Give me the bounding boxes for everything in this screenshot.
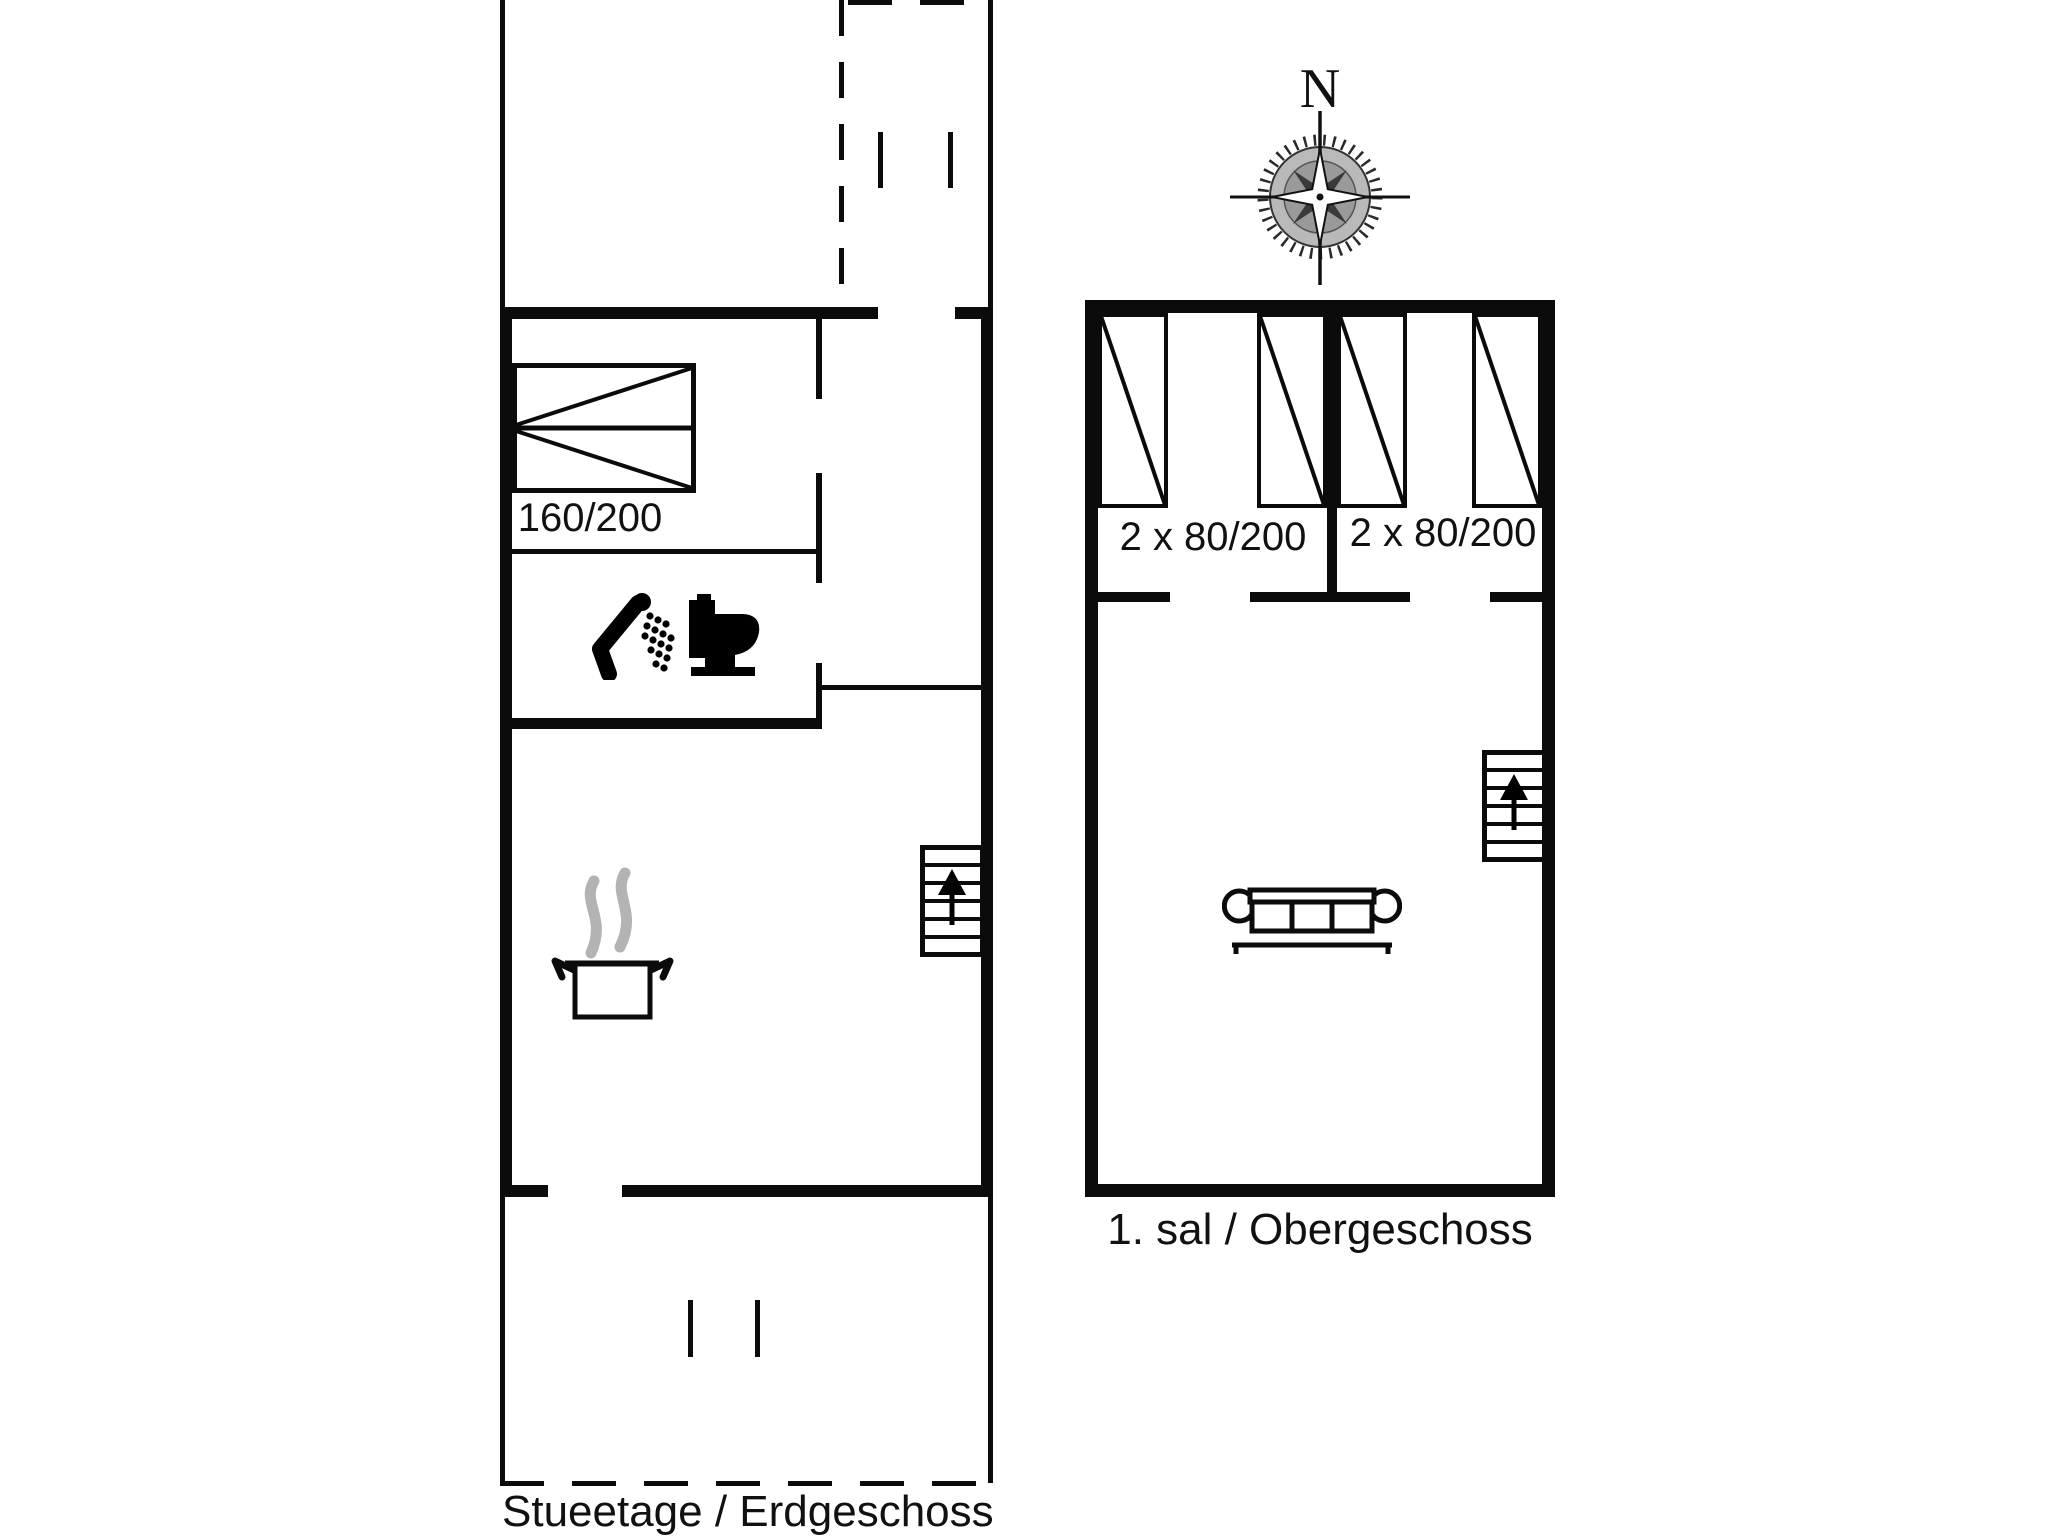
terrace-door-tick-icon bbox=[688, 1300, 693, 1357]
ground-floor-caption: Stueetage / Erdgeschoss bbox=[502, 1487, 994, 1536]
bedroom-size-label-left: 2 x 80/200 bbox=[1119, 515, 1307, 559]
steam-icon bbox=[590, 873, 626, 953]
bedroom-wall-mid-segment bbox=[1250, 592, 1410, 602]
double-bed-icon bbox=[512, 363, 696, 493]
cooking-pot-icon bbox=[545, 865, 680, 1020]
stairs-up-icon bbox=[920, 845, 985, 957]
wall-top-left-segment bbox=[500, 307, 878, 319]
terrace-dashed-line bbox=[500, 1481, 993, 1486]
hall-partition-horizontal bbox=[822, 685, 981, 690]
bedroom-partition-wall bbox=[512, 549, 817, 554]
terrace-door-tick-icon bbox=[755, 1300, 760, 1357]
hall-partition-upper bbox=[816, 319, 822, 399]
wall-bottom bbox=[1085, 1184, 1555, 1197]
wall-bottom-right-segment bbox=[622, 1185, 993, 1197]
porch-line-right bbox=[988, 0, 993, 310]
porch-dashed-line bbox=[839, 0, 844, 308]
bathroom-partition-wall bbox=[505, 718, 822, 729]
north-label: N bbox=[1299, 58, 1341, 120]
porch-dashed-top-line bbox=[848, 0, 993, 5]
bedroom-wall-left-segment bbox=[1098, 592, 1170, 602]
wall-bottom-left-segment bbox=[500, 1185, 548, 1197]
wall-left bbox=[1085, 300, 1098, 1197]
shower-icon bbox=[592, 588, 684, 680]
single-bed-icon bbox=[1098, 313, 1168, 508]
hall-partition-mid bbox=[816, 473, 822, 583]
double-bed-size-label: 160/200 bbox=[517, 496, 663, 540]
wall-left bbox=[500, 307, 512, 1197]
sofa-icon bbox=[1222, 886, 1402, 956]
terrace-line-left bbox=[500, 1197, 505, 1483]
stairs-up-icon bbox=[1482, 750, 1547, 862]
toilet-icon bbox=[683, 594, 763, 678]
wall-right bbox=[1542, 300, 1555, 1197]
bedroom-size-label-right: 2 x 80/200 bbox=[1349, 511, 1537, 555]
single-bed-icon bbox=[1472, 313, 1542, 508]
wall-top bbox=[1085, 300, 1555, 313]
bedroom-divider-wall bbox=[1327, 313, 1337, 602]
wall-right bbox=[981, 307, 993, 1197]
window-tick-icon bbox=[878, 132, 883, 188]
compass-rose-icon bbox=[1228, 55, 1418, 305]
terrace-line-right bbox=[988, 1197, 993, 1483]
single-bed-icon bbox=[1257, 313, 1327, 508]
bedroom-wall-right-segment bbox=[1490, 592, 1542, 602]
hall-partition-lower bbox=[816, 663, 822, 723]
window-tick-icon bbox=[948, 132, 953, 188]
porch-line-left bbox=[500, 0, 505, 310]
single-bed-icon bbox=[1337, 313, 1407, 508]
upper-floor-caption: 1. sal / Obergeschoss bbox=[1107, 1205, 1533, 1254]
